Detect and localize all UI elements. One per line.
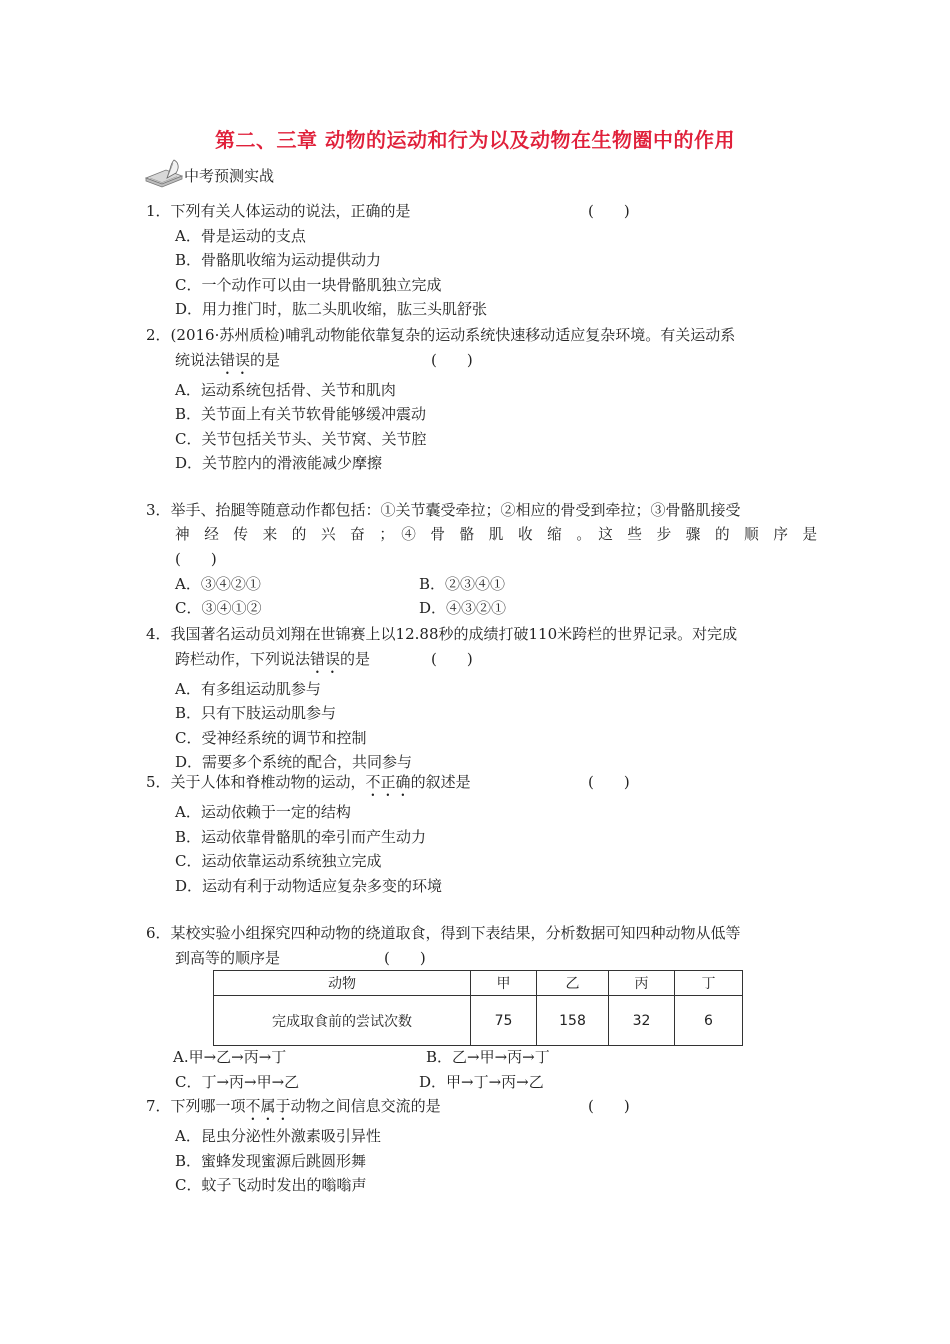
option-a: A．昆虫分泌性外激素吸引异性 — [175, 1127, 381, 1145]
option-b: B．运动依靠骨骼肌的牵引而产生动力 — [175, 827, 427, 846]
option-c: C．运动依靠运动系统独立完成 — [175, 852, 382, 870]
option-b: B．蜜蜂发现蜜源后跳圆形舞 — [175, 1151, 367, 1170]
question-6 — [146, 921, 741, 970]
answer-parentheses: ( ) — [175, 550, 217, 568]
question-stem-line-1: 4．我国著名运动员刘翔在世锦赛上以12.88秒的成绩打破110米跨栏的世界记录。对完成 — [146, 625, 738, 643]
option-b: B．只有下肢运动肌参与 — [175, 704, 337, 722]
table-cell: 完成取食前的尝试次数 — [214, 996, 471, 1046]
answer-parentheses: ( ) — [431, 649, 473, 668]
answer-parentheses: ( ) — [588, 1097, 630, 1115]
question-stem-line-1: 2．(2016·苏州质检)哺乳动物能依靠复杂的运动系统快速移动适应复杂环境。有关运动系 — [146, 326, 736, 344]
answer-parentheses: ( ) — [588, 202, 630, 220]
question-stem-line-2: 神 经 传 来 的 兴 奋 ； ④ 骨 骼 肌 收 缩 。 这 些 步 骤 的 顺 序 是 — [175, 525, 818, 543]
option-c: C．丁→丙→甲→乙 — [175, 1072, 300, 1091]
book-quill-icon — [144, 158, 184, 188]
section-header — [144, 158, 274, 188]
option-c: C．受神经系统的调节和控制 — [175, 728, 367, 747]
question-stem: 5．关于人体和脊椎动物的运动，不正确的叙述是 ( ) — [146, 770, 471, 800]
table-header-cell: 丁 — [675, 971, 743, 996]
options-row-2 — [146, 596, 817, 621]
answer-parentheses: ( ) — [384, 948, 426, 967]
table-header-cell: 甲 — [471, 971, 537, 996]
question-7 — [146, 1094, 630, 1198]
option-d: D．运动有利于动物适应复杂多变的环境 — [175, 876, 443, 895]
option-b: B．骨骼肌收缩为运动提供动力 — [175, 251, 382, 269]
emphasis-text: 不正确 — [365, 773, 411, 791]
option-d: D．甲→丁→丙→乙 — [419, 1072, 544, 1091]
options-row-1 — [146, 572, 817, 597]
option-a: A．运动依赖于一定的结构 — [175, 803, 351, 821]
table-header-row — [214, 971, 743, 996]
section-label: 中考预测实战 — [184, 167, 275, 185]
question-stem-line-2: 跨栏动作，下列说法错误的是 ( ) — [146, 647, 737, 677]
answer-parentheses: ( ) — [588, 773, 630, 791]
question-5 — [146, 770, 630, 898]
options-row-2 — [146, 1070, 550, 1095]
answer-parentheses: ( ) — [431, 350, 473, 369]
option-c: C．关节包括关节头、关节窝、关节腔 — [175, 429, 427, 448]
option-c: C．③④①② — [175, 599, 262, 617]
question-6-options — [146, 1045, 550, 1094]
data-table — [213, 970, 743, 1046]
table-header-cell: 动物 — [214, 971, 471, 996]
option-b: B．②③④① — [419, 574, 506, 593]
option-d: D．④③②① — [419, 599, 507, 617]
question-stem-line-1: 3．举手、抬腿等随意动作都包括：①关节囊受牵拉；②相应的骨受到牵拉；③骨骼肌接受 — [146, 501, 741, 519]
question-stem-line-2: 统说法错误的是 ( ) — [146, 348, 735, 378]
table-cell: 158 — [537, 996, 609, 1046]
option-d: D．关节腔内的滑液能减少摩擦 — [175, 454, 383, 472]
question-3 — [146, 498, 817, 621]
question-stem-line-1: 6．某校实验小组探究四种动物的绕道取食，得到下表结果，分析数据可知四种动物从低等 — [146, 924, 741, 942]
option-d: D．用力推门时，肱二头肌收缩，肱三头肌舒张 — [175, 300, 488, 318]
option-b: B．乙→甲→丙→丁 — [426, 1048, 550, 1066]
table-cell: 32 — [609, 996, 675, 1046]
option-a: A．③④②① — [175, 574, 261, 593]
emphasis-text: 错误 — [220, 350, 251, 369]
option-a: A．运动系统包括骨、关节和肌肉 — [175, 380, 396, 399]
emphasis-text: 错误 — [310, 649, 341, 668]
emphasis-text: 不属于 — [245, 1097, 291, 1115]
table-header-cell: 乙 — [537, 971, 609, 996]
table-row — [214, 996, 743, 1046]
question-2 — [146, 323, 735, 476]
option-c: C．蚊子飞动时发出的嗡嗡声 — [175, 1176, 367, 1194]
table-cell: 75 — [471, 996, 537, 1046]
question-stem: 7．下列哪一项不属于动物之间信息交流的是 ( ) — [146, 1094, 441, 1124]
option-c: C．一个动作可以由一块骨骼肌独立完成 — [175, 275, 442, 294]
question-1 — [146, 199, 630, 322]
table-cell: 6 — [675, 996, 743, 1046]
option-a: A．有多组运动肌参与 — [175, 679, 321, 698]
option-b: B．关节面上有关节软骨能够缓冲震动 — [175, 405, 427, 423]
page-title: 第二、三章 动物的运动和行为以及动物在生物圈中的作用 — [215, 128, 735, 152]
option-a: A．骨是运动的支点 — [175, 226, 306, 245]
question-4 — [146, 622, 737, 775]
table-header-cell: 丙 — [609, 971, 675, 996]
option-d: D．需要多个系统的配合，共同参与 — [175, 753, 413, 771]
option-a: A.甲→乙→丙→丁 — [173, 1048, 287, 1066]
question-stem: 1．下列有关人体运动的说法，正确的是 ( ) — [146, 199, 487, 224]
question-stem-line-2: 到高等的顺序是 ( ) — [146, 946, 741, 971]
options-row-1 — [146, 1045, 550, 1070]
